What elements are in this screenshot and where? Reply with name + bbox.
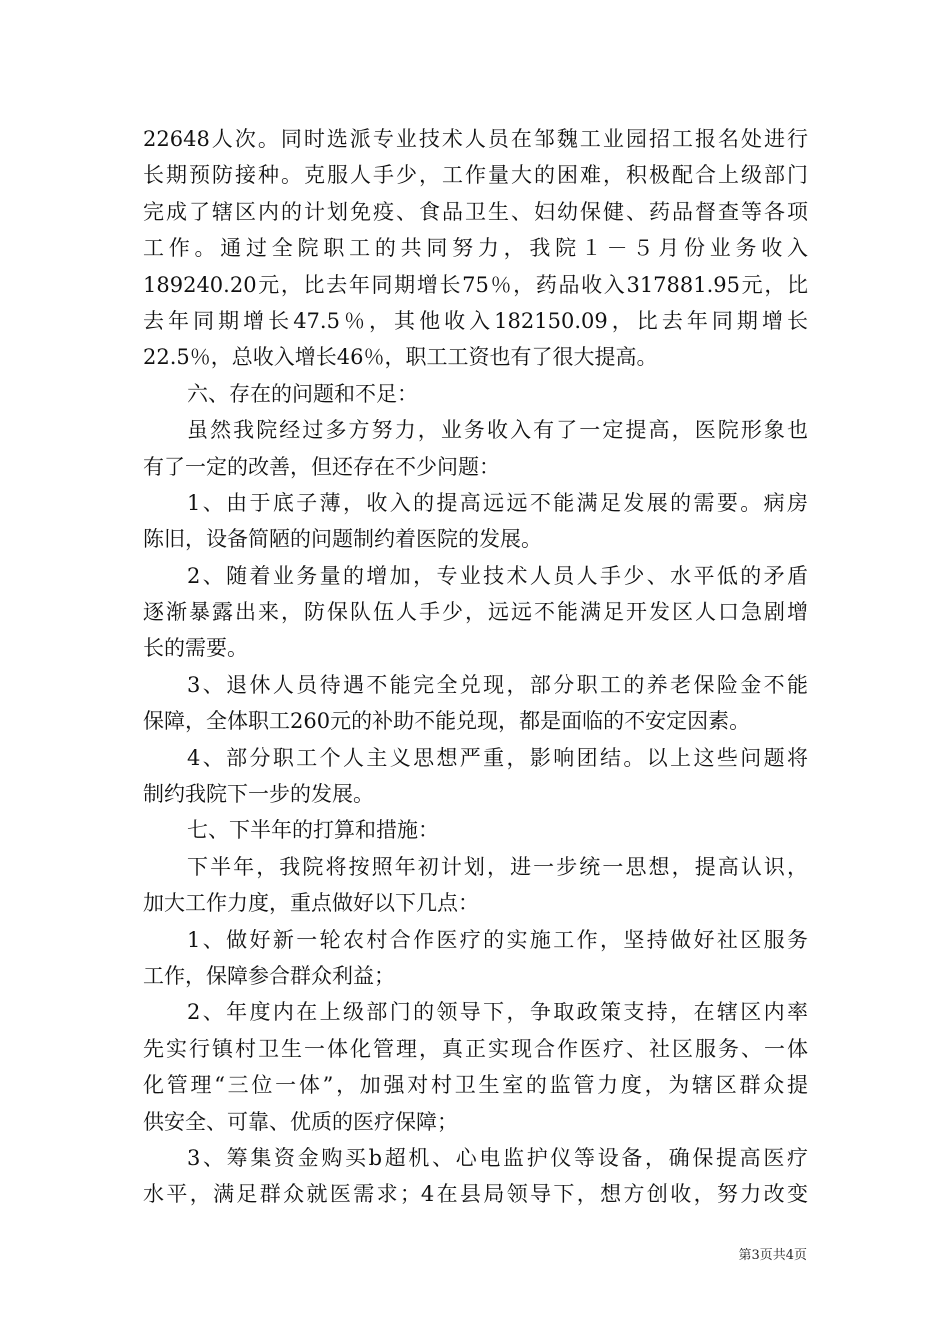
text-line: 七、下半年的打算和措施： <box>187 818 439 843</box>
text-line: 保障，全体职工260元的补助不能兑现，都是面临的不安定因素。 <box>143 709 751 734</box>
text-line: 工作，保障参合群众利益； <box>143 963 395 988</box>
text-line: 1、由于底子薄，收入的提高远远不能满足发展的需要。病房 <box>187 490 808 515</box>
text-line: 六、存在的问题和不足： <box>187 381 418 406</box>
text-line: 189240.20元，比去年同期增长75％，药品收入317881.95元，比 <box>143 272 808 297</box>
text-line: 长的需要。 <box>143 636 248 661</box>
text-line: 2、年度内在上级部门的领导下，争取政策支持，在辖区内率 <box>187 1000 808 1025</box>
text-line: 化管理“三位一体”，加强对村卫生室的监管力度，为辖区群众提 <box>143 1073 808 1098</box>
text-line: 虽然我院经过多方努力，业务收入有了一定提高，医院形象也 <box>187 418 808 443</box>
text-line: 完成了辖区内的计划免疫、食品卫生、妇幼保健、药品督查等各项 <box>143 199 808 224</box>
text-line: 下半年，我院将按照年初计划，进一步统一思想，提高认识， <box>187 854 808 879</box>
page-footer: 第3页共4页 <box>738 1248 807 1263</box>
text-line: 长期预防接种。克服人手少，工作量大的困难，积极配合上级部门 <box>143 163 808 188</box>
text-line: 3、筹集资金购买b超机、心电监护仪等设备，确保提高医疗 <box>187 1145 808 1170</box>
text-line: 去年同期增长47.5％，其他收入182150.09，比去年同期增长 <box>143 308 808 333</box>
text-line: 陈旧，设备简陋的问题制约着医院的发展。 <box>143 527 542 552</box>
text-line: 逐渐暴露出来，防保队伍人手少，远远不能满足开发区人口急剧增 <box>143 600 808 625</box>
text-line: 加大工作力度，重点做好以下几点： <box>143 891 479 916</box>
text-line: 3、退休人员待遇不能完全兑现，部分职工的养老保险金不能 <box>187 672 808 697</box>
text-line: 有了一定的改善，但还存在不少问题： <box>143 454 500 479</box>
document-body <box>143 121 808 1213</box>
text-line: 制约我院下一步的发展。 <box>143 782 374 807</box>
text-line: 先实行镇村卫生一体化管理，真正实现合作医疗、社区服务、一体 <box>143 1036 808 1061</box>
text-line: 2、随着业务量的增加，专业技术人员人手少、水平低的矛盾 <box>187 563 808 588</box>
text-line: 水平，满足群众就医需求；4在县局领导下，想方创收，努力改变 <box>143 1182 808 1207</box>
text-line: 1、做好新一轮农村合作医疗的实施工作，坚持做好社区服务 <box>187 927 808 952</box>
text-line: 工作。通过全院职工的共同努力，我院１－５月份业务收入 <box>143 236 808 261</box>
text-line: 4、部分职工个人主义思想严重，影响团结。以上这些问题将 <box>187 745 808 770</box>
text-line: 供安全、可靠、优质的医疗保障； <box>143 1109 458 1134</box>
text-line: 22.5％，总收入增长46％，职工工资也有了很大提高。 <box>143 345 658 370</box>
text-line: 22648人次。同时选派专业技术人员在邹魏工业园招工报名处进行 <box>143 127 808 151</box>
